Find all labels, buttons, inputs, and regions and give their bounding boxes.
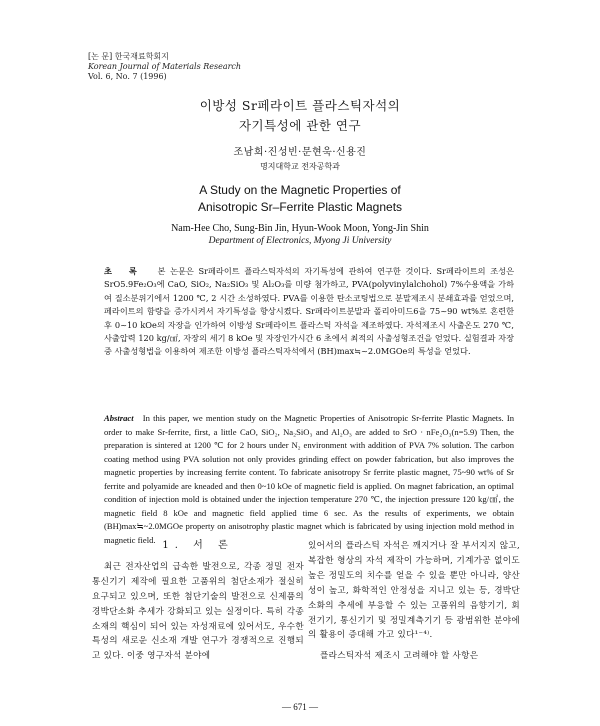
intro-paragraph-2: 플라스틱자석 제조시 고려해야 할 사항은 — [320, 651, 479, 662]
page-number: — 671 — — [282, 702, 318, 712]
section-heading-introduction: 1. 서 론 — [162, 540, 234, 551]
journal-line-korean: [논 문] 한국재료학회지 — [88, 52, 169, 61]
body-column-left — [92, 539, 304, 664]
abstract-english-text: In this paper, we mention study on the Magnetic Properties of Anisotropic Sr-ferrite Plastic Magnets. In order to make Sr-ferrite, first, a little CaO, SiO₂, Na₂SiO₃ and Al₂O₃ are added to SrO · nFe₂O₃(n=5.9) Then, the preparation is sintered at 1200 ℃ for 2 hours under N₂ environment with addition of PVA 7% solution. The carbon coating method using PVA solution not only provides grinding effect on powder fabrication, but also improves the magnetic properties by increasing ferrite content. To fabricate anisotropy Sr ferrite plastic magnet, 75~90 wt% of Sr ferrite and polyamide are kneaded and then 0~10 kOe of magnetic field is applied. On magnet fabrication, an optimal condition of injection mold is obtained under the injection temperature 270 ℃, the injection pressure 120 kg/㎠, the magnetic field 8 kOe and magnetic field applied time 6 sec. As the results of experiments, we obtain (BH)max≒~2.0MGOe property on anisotrophy plastic magnet which is fabricated by using injection mold method in magnetic field. — [104, 413, 514, 545]
title-korean — [0, 96, 600, 136]
intro-paragraph-1: 최근 전자산업의 급속한 발전으로, 각종 정밀 전자 통신기기 제작에 필요한 고품위의 첨단소재가 절실히 요구되고 있으며, 또한 첨단기술의 발전으로 신제품의 경박단소화 추세가 강화되고 있는 실정이다. 특히 각종 소재의 핵심이 되어 있는 자성재료에 있어서도, 우수한 특성의 새로운 신소재 개발 연구가 경쟁적으로 진행되고 있다. 이중 영구자석 분야에 — [92, 561, 304, 662]
authors-english: Nam-Hee Cho, Sung-Bin Jin, Hyun-Wook Moon, Yong-Jin Shin — [171, 223, 429, 234]
abstract-korean — [104, 265, 514, 359]
title-english — [0, 182, 600, 216]
intro-paragraph-1-continued: 있어서의 플라스틱 자석은 깨지거나 잘 부서지지 않고, 복잡한 형상의 자석 제작이 가능하며, 기계가공 없이도 높은 정밀도의 치수를 얻을 수 있을 뿐만 아니라, 양산성이 높고, 화학적인 안정성을 지니고 있는 등, 경박단소화의 추세에 부응할 수 있는 고품위의 음향기기, 회전기기, 통신기기 및 정밀계측기기 등 광범위한 분야에의 활용이 증대해 가고 있다¹⁻⁴⁾. — [308, 541, 520, 641]
journal-volume: Vol. 6, No. 7 (1996) — [88, 72, 167, 81]
abstract-korean-label: 초 록 — [104, 266, 143, 276]
abstract-korean-text: 본 논문은 Sr페라이트 플라스틱자석의 자기특성에 관하여 연구한 것이다. Sr페라이트의 조성은 SrO5.9Fe₂O₃에 CaO, SiO₂, Na₂SiO₃ 및 Al₂O₃를 미량 첨가하고, PVA(polyvinylalchohol) 7%수용액을 가하여 질소분위기에서 1200 ℃, 2 시간 소성하였다. PVA를 이용한 탄소코팅법으로 분말제조시 분쇄효과를 얻었으며, 페라이트의 함량을 증가시켜서 자기특성을 향상시켰다. Sr페라이트분말과 폴리아미드6을 75~90 wt%로 혼련한 후 0~10 kOe의 자장을 인가하여 이방성 Sr페라이트 플라스틱 자석을 제조하였다. 자석제조시 사출온도 270 ℃, 사출압력 120 kg/㎠, 자장의 세기 8 kOe 및 자장인가시간 6 초에서 최적의 사출성형조건을 얻었다. 실험결과 자장중 사출성형법을 이용하여 제조한 이방성 플라스틱자석에서 (BH)max≒~2.0MGOe의 특성을 얻었다. — [104, 266, 514, 357]
journal-name-english: Korean Journal of Materials Research — [88, 62, 242, 71]
journal-header — [88, 52, 241, 82]
title-korean-line2: 자기특성에 관한 연구 — [238, 118, 362, 133]
abstract-english — [104, 412, 514, 547]
body-column-right — [308, 539, 520, 664]
affiliation-korean: 명지대학교 전자공학과 — [260, 162, 340, 171]
abstract-english-label: Abstract — [104, 413, 134, 423]
authors-korean: 조남희·진성빈·문현욱·신용진 — [233, 147, 367, 158]
title-english-line1: A Study on the Magnetic Properties of — [199, 183, 401, 197]
affiliation-english: Department of Electronics, Myong Ji University — [208, 236, 392, 246]
title-english-line2: Anisotropic Sr–Ferrite Plastic Magnets — [197, 200, 403, 214]
title-korean-line1: 이방성 Sr페라이트 플라스틱자석의 — [199, 98, 401, 113]
